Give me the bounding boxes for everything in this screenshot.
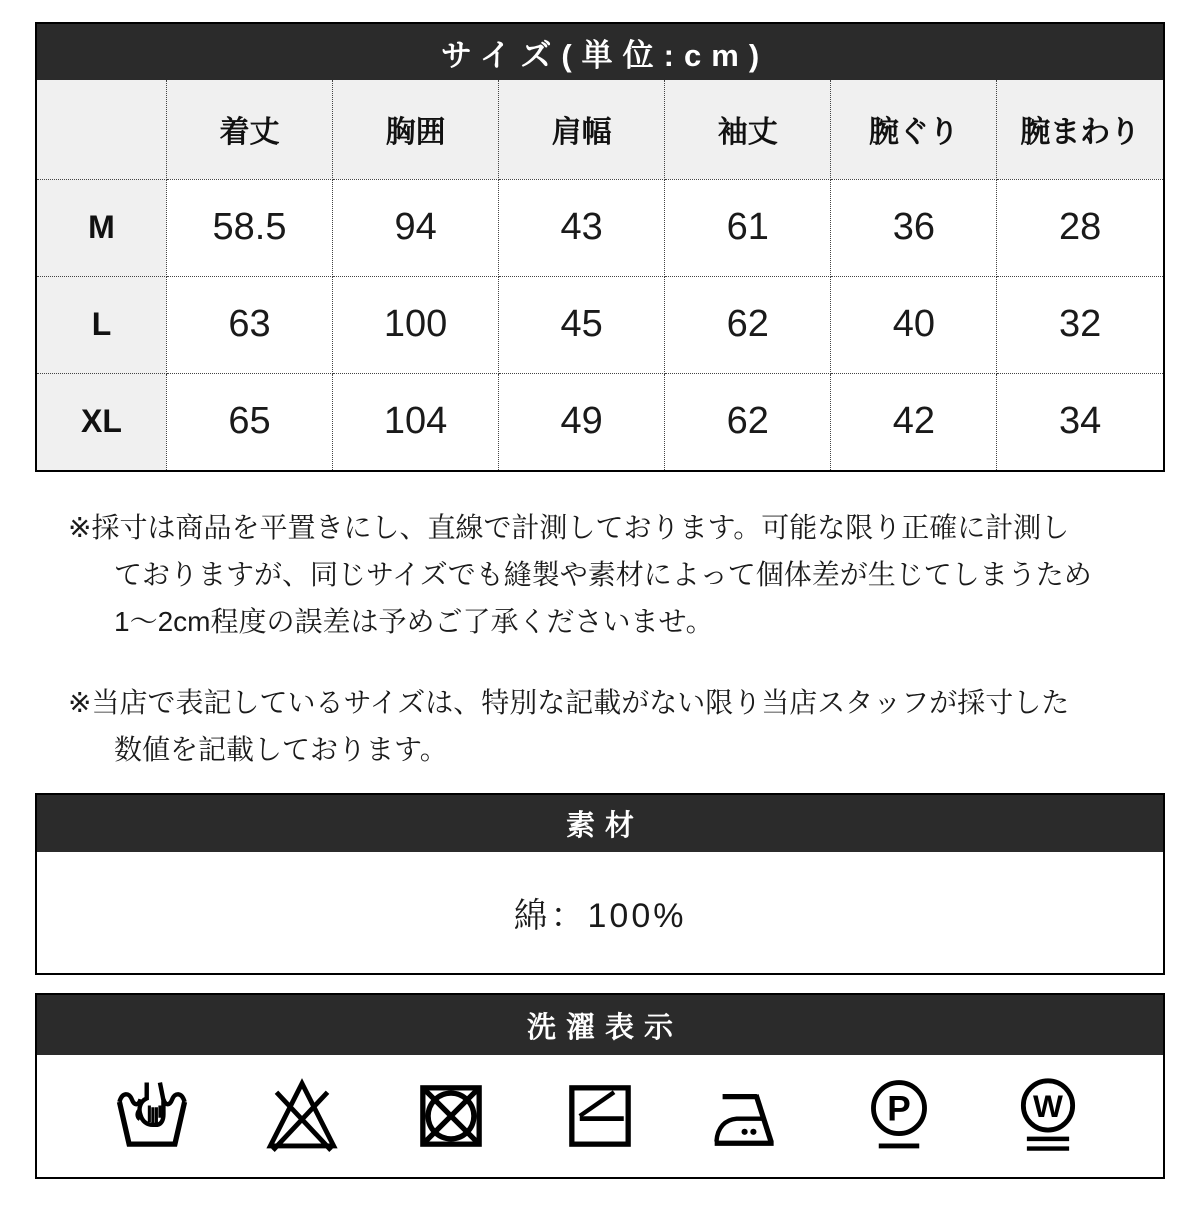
column-header-chakutake: 着丈 xyxy=(166,80,332,179)
size-chart-page xyxy=(0,22,1200,1222)
wet-clean-w-icon xyxy=(1004,1072,1092,1160)
column-header-udeguri: 腕ぐり xyxy=(831,80,997,179)
care-section-header xyxy=(37,995,1163,1055)
size-section-title: サイズ(単位:cm) xyxy=(440,37,770,73)
cell-xl-sodetake: 62 xyxy=(665,373,831,470)
care-section xyxy=(35,993,1165,1179)
material-section xyxy=(35,793,1165,975)
row-label-xl: XL xyxy=(37,373,166,470)
cell-m-udeguri: 36 xyxy=(831,179,997,276)
column-header-sodetake: 袖丈 xyxy=(665,80,831,179)
cell-m-katahaba: 43 xyxy=(499,179,665,276)
cell-l-katahaba: 45 xyxy=(499,276,665,373)
column-header-kyoui: 胸囲 xyxy=(333,80,499,179)
size-section-header xyxy=(37,24,1163,80)
cell-l-udemawari: 32 xyxy=(997,276,1163,373)
cell-m-sodetake: 61 xyxy=(665,179,831,276)
cell-l-chakutake: 63 xyxy=(166,276,332,373)
cell-xl-chakutake: 65 xyxy=(166,373,332,470)
cell-l-udeguri: 40 xyxy=(831,276,997,373)
cell-l-sodetake: 62 xyxy=(665,276,831,373)
cell-l-kyoui: 100 xyxy=(333,276,499,373)
size-table-section xyxy=(35,22,1165,472)
cell-xl-kyoui: 104 xyxy=(333,373,499,470)
material-section-header xyxy=(37,795,1163,852)
corner-cell xyxy=(37,80,166,179)
cell-xl-udeguri: 42 xyxy=(831,373,997,470)
cell-m-kyoui: 94 xyxy=(333,179,499,276)
size-row-xl xyxy=(37,373,1163,470)
cell-m-chakutake: 58.5 xyxy=(166,179,332,276)
note-staff-measured xyxy=(68,679,1160,773)
note-line: 数値を記載しております。 xyxy=(114,734,448,765)
size-table-header-row xyxy=(37,80,1163,179)
do-not-bleach-icon xyxy=(258,1072,346,1160)
cell-xl-katahaba: 49 xyxy=(499,373,665,470)
size-row-l xyxy=(37,276,1163,373)
size-row-m xyxy=(37,179,1163,276)
note-line: ※当店で表記しているサイズは、特別な記載がない限り当店スタッフが採寸した xyxy=(68,687,1070,718)
column-header-katahaba: 肩幅 xyxy=(499,80,665,179)
note-measurement-tolerance xyxy=(68,504,1160,645)
do-not-tumble-dry-icon xyxy=(407,1072,495,1160)
material-body xyxy=(37,852,1163,973)
care-section-title: 洗濯表示 xyxy=(526,1011,683,1044)
dry-clean-p-icon xyxy=(855,1072,943,1160)
material-section-title: 素材 xyxy=(565,810,644,842)
note-line: 1〜2cm程度の誤差は予めご了承くださいませ。 xyxy=(114,606,714,637)
notes xyxy=(68,504,1160,773)
note-line: ておりますが、同じサイズでも縫製や素材によって個体差が生じてしまうため xyxy=(114,559,1092,590)
cell-xl-udemawari: 34 xyxy=(997,373,1163,470)
note-line: ※採寸は商品を平置きにし、直線で計測しております。可能な限り正確に計測し xyxy=(68,512,1070,543)
hand-wash-icon xyxy=(108,1072,196,1160)
row-label-l: L xyxy=(37,276,166,373)
material-value: 綿：100% xyxy=(513,897,687,935)
dry-clean-p-letter: P xyxy=(886,1089,911,1129)
laundry-icons-row xyxy=(37,1055,1163,1177)
cell-m-udemawari: 28 xyxy=(997,179,1163,276)
column-header-udemawari: 腕まわり xyxy=(997,80,1163,179)
size-table xyxy=(37,80,1163,470)
iron-medium-heat-icon xyxy=(705,1072,793,1160)
dry-in-shade-icon xyxy=(556,1072,644,1160)
wet-clean-w-letter: W xyxy=(1032,1087,1063,1124)
row-label-m: M xyxy=(37,179,166,276)
